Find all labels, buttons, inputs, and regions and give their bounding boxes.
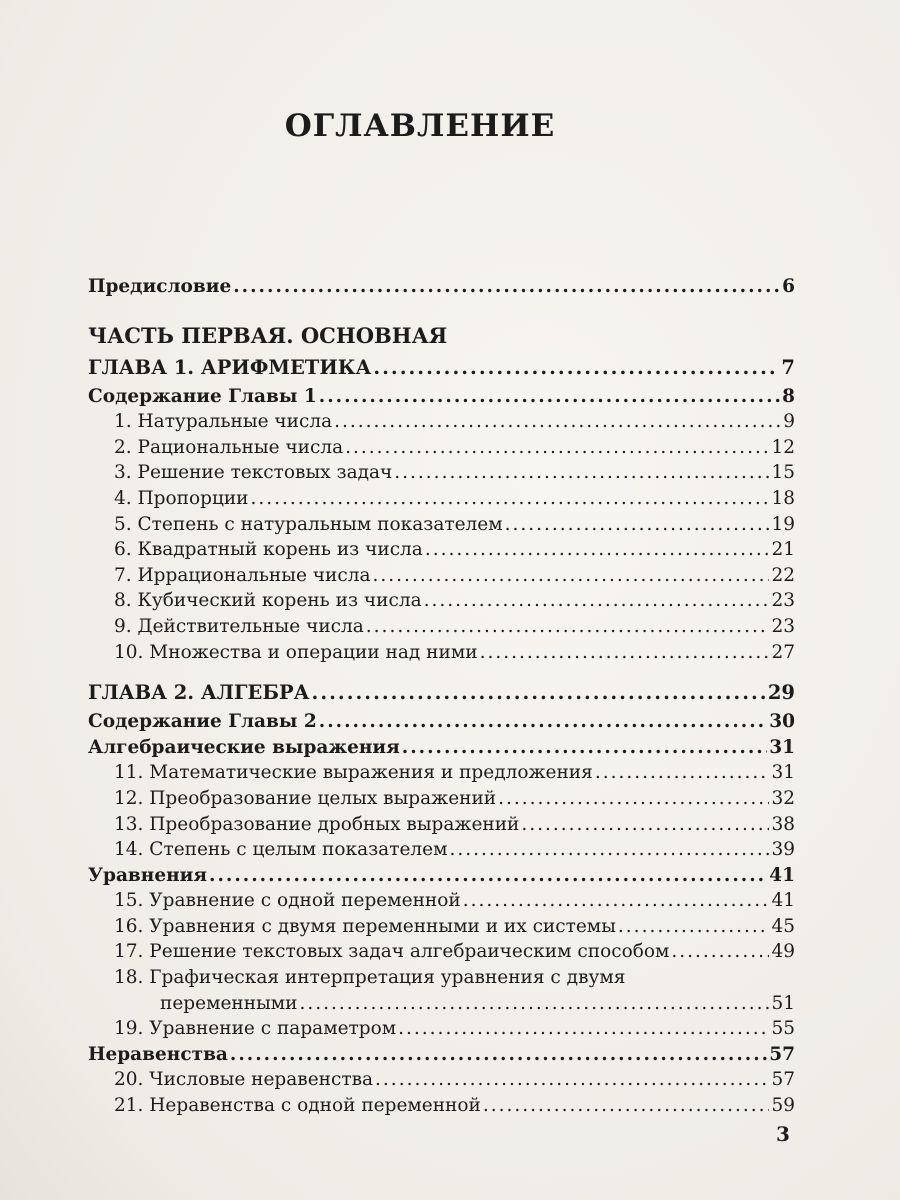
dot-leader <box>425 539 770 560</box>
toc-entry-title: Содержание Главы 1 <box>88 385 317 407</box>
toc-entry-title: Неравенства <box>88 1043 228 1065</box>
toc-entry-title: 2. Рациональные числа <box>114 436 344 458</box>
dot-leader <box>319 386 780 407</box>
toc-entry-item <box>88 941 795 967</box>
toc-entry-title: 12. Преобразование целых выражений <box>114 787 497 809</box>
toc-entry-page: 39 <box>771 839 795 861</box>
dot-leader <box>463 890 770 911</box>
toc-entry-section <box>88 711 795 737</box>
toc-entry-page: 15 <box>771 462 795 484</box>
dot-leader <box>209 865 767 886</box>
toc-entry-title: 11. Математические выражения и предложения <box>114 762 593 784</box>
toc-entry-item <box>88 788 795 814</box>
toc-entry-title: 16. Уравнения с двумя переменными и их системы <box>114 915 616 937</box>
toc-entry-page: 49 <box>771 941 795 963</box>
toc-entry-page: 41 <box>771 890 795 912</box>
dot-leader <box>483 1095 770 1116</box>
toc-entry-title: Алгебраические выражения <box>88 736 400 758</box>
toc-entry-title: 17. Решение текстовых задач алгебраическим способом <box>114 941 670 963</box>
dot-leader <box>480 642 770 663</box>
spacer <box>88 667 795 681</box>
toc-entry-item <box>88 488 795 514</box>
dot-leader <box>618 916 770 937</box>
toc-entry-title: 18. Графическая интерпретация уравнения с двумя <box>114 967 626 989</box>
toc-entry-title: ГЛАВА 1. АРИФМЕТИКА <box>88 355 372 379</box>
toc-entry-item <box>88 916 795 942</box>
toc-entry-title: 15. Уравнение с одной переменной <box>114 890 461 912</box>
toc-entry-page: 12 <box>771 436 795 458</box>
dot-leader <box>233 276 780 297</box>
dot-leader <box>230 1044 767 1065</box>
toc-entry-page: 45 <box>771 915 795 937</box>
toc-entry-page: 59 <box>771 1095 795 1117</box>
toc-entry-item <box>88 967 795 993</box>
dot-leader <box>424 590 770 611</box>
toc-entry-item <box>88 642 795 668</box>
toc-entry-page: 29 <box>767 681 795 705</box>
toc-entry-title: 10. Множества и операции над ними <box>114 641 478 663</box>
dot-leader <box>334 411 781 432</box>
toc-entry-page: 41 <box>769 864 795 886</box>
toc-entry-page: 21 <box>771 539 795 561</box>
dot-leader <box>398 1018 769 1039</box>
toc-entry-page: 27 <box>771 641 795 663</box>
toc-entry-page: 9 <box>783 411 795 433</box>
toc-entry-item <box>88 814 795 840</box>
dot-leader <box>505 514 770 535</box>
dot-leader <box>373 565 770 586</box>
page-number: 3 <box>776 1122 790 1146</box>
toc-entry-page: 57 <box>771 1069 795 1091</box>
toc-entry-page: 32 <box>771 787 795 809</box>
toc-entry-title: 9. Действительные числа <box>114 615 364 637</box>
toc-entry-section <box>88 386 795 412</box>
toc-entry-item <box>88 411 795 437</box>
dot-leader <box>300 993 770 1014</box>
toc-entry-item <box>88 890 795 916</box>
toc-entry-item <box>88 1095 795 1121</box>
toc-entry-title: 14. Степень с целым показателем <box>114 839 448 861</box>
toc-entry-section <box>88 865 795 891</box>
dot-leader <box>450 839 770 860</box>
toc-entry-title: ГЛАВА 2. АЛГЕБРА <box>88 681 310 705</box>
spacer <box>88 302 795 316</box>
toc-entry-item <box>88 839 795 865</box>
dot-leader <box>375 1069 769 1090</box>
dot-leader <box>595 762 770 783</box>
toc-entry-title: Предисловие <box>88 276 232 297</box>
toc-entry-title: 8. Кубический корень из числа <box>114 590 422 612</box>
dot-leader <box>671 941 769 962</box>
table-of-contents <box>88 276 795 1121</box>
toc-entry-cont <box>88 993 795 1019</box>
toc-entry-chapter <box>88 356 795 386</box>
toc-entry-page: 31 <box>771 762 795 784</box>
toc-entry-part <box>88 316 795 356</box>
toc-entry-page: 51 <box>771 992 795 1014</box>
toc-entry-section <box>88 737 795 763</box>
toc-entry-item <box>88 590 795 616</box>
toc-entry-title: 3. Решение текстовых задач <box>114 462 393 484</box>
dot-leader <box>402 737 767 758</box>
dot-leader <box>394 462 769 483</box>
dot-leader <box>366 616 770 637</box>
toc-entry-title: переменными <box>160 992 298 1014</box>
toc-entry-title: 1. Натуральные числа <box>114 411 333 433</box>
toc-entry-chapter <box>88 681 795 711</box>
dot-leader <box>345 437 769 458</box>
toc-entry-page: 8 <box>782 385 795 407</box>
toc-entry-item <box>88 1018 795 1044</box>
toc-entry-title: 5. Степень с натуральным показателем <box>114 513 503 535</box>
toc-entry-page: 7 <box>781 355 795 379</box>
toc-entry-title: 21. Неравенства с одной переменной <box>114 1095 481 1117</box>
toc-entry-page: 55 <box>771 1018 795 1040</box>
toc-entry-item <box>88 437 795 463</box>
page-title: ОГЛАВЛЕНИЕ <box>284 108 556 144</box>
dot-leader <box>251 488 770 509</box>
toc-entry-item <box>88 462 795 488</box>
toc-entry-title: 7. Иррациональные числа <box>114 564 371 586</box>
toc-entry-page: 6 <box>782 276 795 297</box>
toc-entry-section <box>88 276 795 302</box>
toc-entry-page: 57 <box>769 1043 795 1065</box>
toc-entry-title: 13. Преобразование дробных выражений <box>114 813 520 835</box>
toc-entry-page: 38 <box>771 813 795 835</box>
toc-entry-page: 22 <box>771 564 795 586</box>
toc-entry-page: 19 <box>771 513 795 535</box>
toc-entry-title: 6. Квадратный корень из числа <box>114 539 423 561</box>
dot-leader <box>498 788 769 809</box>
toc-entry-page: 23 <box>771 615 795 637</box>
toc-entry-title: ЧАСТЬ ПЕРВАЯ. ОСНОВНАЯ <box>88 323 448 349</box>
toc-entry-item <box>88 539 795 565</box>
dot-leader <box>312 681 766 704</box>
toc-entry-item <box>88 616 795 642</box>
toc-entry-title: 19. Уравнение с параметром <box>114 1018 397 1040</box>
toc-entry-item <box>88 565 795 591</box>
dot-leader <box>319 711 767 732</box>
toc-entry-page: 18 <box>771 487 795 509</box>
toc-entry-item <box>88 514 795 540</box>
dot-leader <box>521 814 769 835</box>
toc-entry-item <box>88 1069 795 1095</box>
toc-entry-page: 23 <box>771 590 795 612</box>
toc-entry-page: 30 <box>769 711 795 733</box>
toc-entry-title: 20. Числовые неравенства <box>114 1069 374 1091</box>
toc-entry-item <box>88 762 795 788</box>
toc-entry-title: 4. Пропорции <box>114 487 249 509</box>
dot-leader <box>373 356 779 379</box>
toc-entry-section <box>88 1044 795 1070</box>
toc-entry-title: Содержание Главы 2 <box>88 711 317 733</box>
toc-entry-title: Уравнения <box>88 864 208 886</box>
toc-entry-page: 31 <box>769 736 795 758</box>
